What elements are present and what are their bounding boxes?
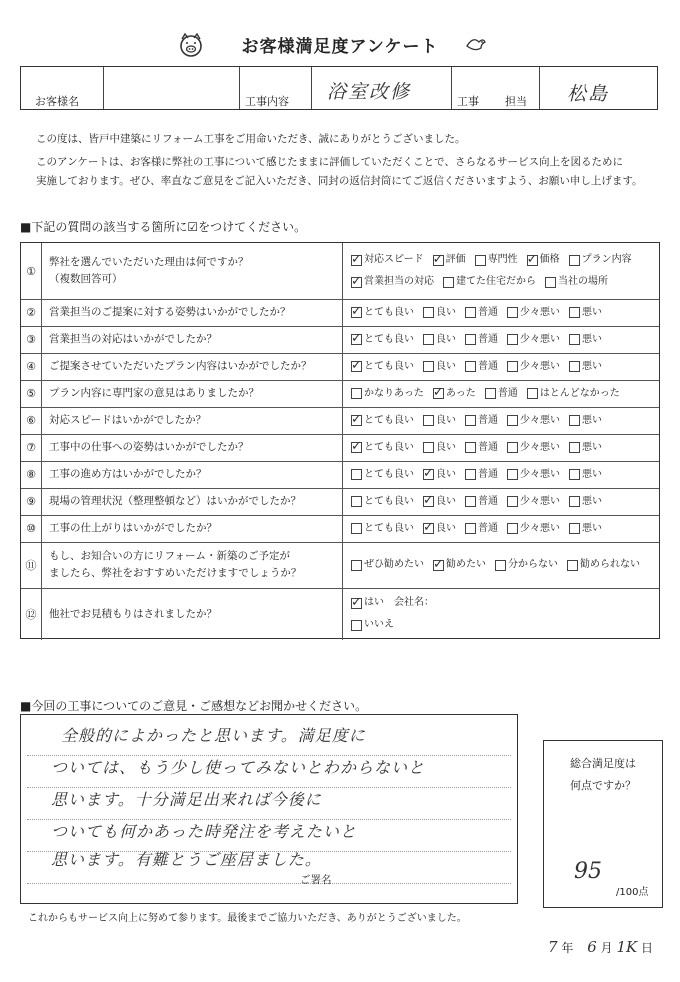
checked-checkbox[interactable] <box>433 388 444 399</box>
checkbox[interactable] <box>465 469 476 480</box>
answer-option[interactable] <box>351 491 414 513</box>
signature-label: ご署名 <box>300 874 332 886</box>
comment-line: ついては、もう少し使ってみないとわからないと <box>51 758 426 777</box>
answer-option[interactable] <box>569 302 602 324</box>
answer-option[interactable] <box>569 464 602 486</box>
checked-checkbox[interactable] <box>527 255 538 266</box>
checkbox[interactable] <box>569 255 580 266</box>
checkbox[interactable] <box>545 277 556 288</box>
option-label: とても良い <box>364 468 414 480</box>
option-label: 少々悪い <box>520 360 560 372</box>
checkbox[interactable] <box>465 415 476 426</box>
question-row <box>21 461 659 489</box>
option-label: 悪い <box>582 441 602 453</box>
option-label: 少々悪い <box>520 495 560 507</box>
question-row <box>21 353 659 381</box>
checked-checkbox[interactable] <box>351 415 362 426</box>
checkbox[interactable] <box>507 496 518 507</box>
checked-checkbox[interactable] <box>423 523 434 534</box>
answer-option[interactable] <box>507 491 560 513</box>
answer-option[interactable] <box>507 410 560 432</box>
checkbox[interactable] <box>423 415 434 426</box>
option-label: 悪い <box>582 414 602 426</box>
answer-option[interactable] <box>569 518 602 540</box>
option-label: 普通 <box>497 387 518 399</box>
date-month-unit: 月 <box>600 941 613 955</box>
answer-options <box>343 488 659 515</box>
answer-option[interactable] <box>475 249 518 271</box>
option-label: 普通 <box>478 522 498 534</box>
checked-checkbox[interactable] <box>423 496 434 507</box>
comment-line: ついても何かあった時発注を考えたいと <box>51 822 357 841</box>
answer-option[interactable] <box>351 356 414 378</box>
answer-option[interactable] <box>569 410 602 432</box>
answer-options <box>343 326 659 353</box>
answer-option[interactable] <box>433 554 486 576</box>
question-line: 現場の管理状況（整理整頓など）はいかがでしたか？ <box>49 495 301 507</box>
checkbox[interactable] <box>351 388 362 399</box>
checkbox[interactable] <box>465 442 476 453</box>
checked-checkbox[interactable] <box>351 255 362 266</box>
option-label: 当社の場所 <box>558 276 608 287</box>
question-line: 工事の仕上がりはいかがでしたか？ <box>49 522 217 534</box>
answer-option[interactable] <box>507 356 560 378</box>
option-label: 悪い <box>582 495 602 507</box>
question-line: 営業担当のご提案に対する姿勢はいかがでしたか？ <box>49 306 291 318</box>
score-question-1: 総合満足度は <box>570 757 636 770</box>
question-text <box>41 461 343 488</box>
answer-options <box>343 542 659 588</box>
option-label: 普通 <box>478 468 498 480</box>
question-number: ⑦ <box>21 434 42 461</box>
question-row <box>21 380 659 408</box>
answer-options <box>343 299 659 326</box>
option-label: 良い <box>436 441 456 453</box>
checkbox[interactable] <box>423 334 434 345</box>
question-number: ⑪ <box>21 542 42 588</box>
answer-option[interactable] <box>423 329 456 351</box>
checked-checkbox[interactable] <box>351 307 362 318</box>
question-line: （複数回答可） <box>49 273 123 285</box>
checkbox[interactable] <box>507 469 518 480</box>
checkbox[interactable] <box>507 334 518 345</box>
option-label: 良い <box>436 414 456 426</box>
answer-option[interactable] <box>465 356 498 378</box>
checkbox[interactable] <box>351 496 362 507</box>
option-label: ぜひ勧めたい <box>364 559 424 570</box>
checkbox[interactable] <box>507 361 518 372</box>
answer-option[interactable] <box>351 410 414 432</box>
option-label: 専門性 <box>487 254 518 265</box>
answer-option[interactable] <box>465 464 498 486</box>
option-label: はい 会社名： <box>364 597 434 608</box>
answer-option[interactable] <box>465 437 498 459</box>
checked-checkbox[interactable] <box>351 334 362 345</box>
checkbox[interactable] <box>465 361 476 372</box>
question-table <box>20 242 660 639</box>
option-label: 良い <box>436 495 456 507</box>
question-line: 営業担当の対応はいかがでしたか？ <box>49 333 217 345</box>
answer-option[interactable] <box>351 518 414 540</box>
question-text <box>41 299 343 326</box>
answer-option[interactable] <box>569 329 602 351</box>
question-row <box>21 243 659 300</box>
question-row <box>21 434 659 462</box>
question-text <box>41 243 343 299</box>
answer-option[interactable] <box>569 356 602 378</box>
answer-option[interactable] <box>567 554 640 576</box>
person-value[interactable]: 松島 <box>567 83 610 105</box>
question-line: ご提案させていただいたプラン内容はいかがでしたか？ <box>49 360 312 372</box>
answer-option[interactable] <box>423 437 456 459</box>
option-label: 営業担当の対応 <box>364 276 434 287</box>
checked-checkbox[interactable] <box>351 598 362 609</box>
option-label: とても良い <box>364 306 414 318</box>
option-label: いいえ <box>364 619 394 630</box>
answer-option[interactable] <box>423 302 456 324</box>
question-line: もし、お知合いの方にリフォーム・新築のご予定が <box>49 550 290 562</box>
intro-line-2: このアンケートは、お客様に弊社の工事について感じたままに評価していただくことで、さらなるサービス向上を図るために <box>36 156 623 168</box>
question-number: ⑨ <box>21 488 42 515</box>
answer-option[interactable] <box>351 464 414 486</box>
answer-option[interactable] <box>507 302 560 324</box>
customer-name-label: お客様名 <box>35 95 79 108</box>
option-label: はとんどなかった <box>539 387 620 399</box>
option-label: 評価 <box>445 254 466 265</box>
answer-options <box>343 407 659 434</box>
option-label: とても良い <box>364 495 414 507</box>
option-label: 少々悪い <box>520 441 560 453</box>
date-year: 7 <box>548 938 558 956</box>
answer-option[interactable] <box>423 518 456 540</box>
answer-option[interactable] <box>351 437 414 459</box>
answer-option[interactable] <box>423 410 456 432</box>
question-number: ⑥ <box>21 407 42 434</box>
option-label: 少々悪い <box>520 333 560 345</box>
answer-option[interactable] <box>351 302 414 324</box>
question-line: ましたら、弊社をおすすめいただけますでしょうか？ <box>49 567 302 579</box>
question-line: プラン内容に専門家の意見はありましたか？ <box>49 387 259 399</box>
answer-option[interactable] <box>569 491 602 513</box>
question-row <box>21 588 659 640</box>
answer-option[interactable] <box>443 271 536 293</box>
option-label: 良い <box>436 522 456 534</box>
option-label: 良い <box>436 360 456 372</box>
checkbox[interactable] <box>507 307 518 318</box>
answer-option[interactable] <box>423 491 456 513</box>
answer-option[interactable] <box>507 518 560 540</box>
score-max-label: /100点 <box>616 887 649 898</box>
answer-option[interactable] <box>465 329 498 351</box>
date-month: 6 <box>587 938 597 956</box>
checkbox[interactable] <box>569 334 580 345</box>
option-label: 悪い <box>582 333 602 345</box>
checked-checkbox[interactable] <box>433 255 444 266</box>
answer-option[interactable] <box>351 329 414 351</box>
answer-option[interactable] <box>433 383 476 405</box>
customer-info-table <box>20 66 658 110</box>
question-line: 工事の進め方はいかがでしたか？ <box>49 468 207 480</box>
checkbox[interactable] <box>423 442 434 453</box>
intro-line-1: この度は、皆戸中建築にリフォーム工事をご用命いただき、誠にありがとうございました。 <box>36 133 466 145</box>
page-title: お客様満足度アンケート <box>241 37 439 57</box>
checked-checkbox[interactable] <box>351 361 362 372</box>
checkbox[interactable] <box>351 620 362 631</box>
score-question-2: 何点ですか？ <box>570 779 636 792</box>
answer-option[interactable] <box>423 356 456 378</box>
answer-option[interactable] <box>495 554 558 576</box>
question-number: ⑤ <box>21 380 42 407</box>
option-label: 良い <box>436 468 456 480</box>
work-label: 工事 <box>457 95 479 108</box>
answer-option[interactable] <box>351 383 424 405</box>
footer-text: これからもサービス向上に努めて参ります。最後までご協力いただき、ありがとうございました。 <box>28 913 467 924</box>
comment-line: 思います。十分満足出来れば今後に <box>51 790 322 809</box>
question-line: 弊社を選んでいただいた理由は何ですか？ <box>49 256 249 268</box>
option-label: 少々悪い <box>520 414 560 426</box>
checkbox[interactable] <box>569 442 580 453</box>
question-instruction: ■下記の質問の該当する箇所に☑をつけてください。 <box>20 220 307 234</box>
question-number: ④ <box>21 353 42 380</box>
option-label: 悪い <box>582 306 602 318</box>
question-row <box>21 542 659 589</box>
checked-checkbox[interactable] <box>433 560 444 571</box>
answer-option[interactable] <box>527 383 620 405</box>
answer-option[interactable] <box>351 592 434 614</box>
checkbox[interactable] <box>569 307 580 318</box>
question-row <box>21 326 659 354</box>
checkbox[interactable] <box>507 523 518 534</box>
answer-option[interactable] <box>465 491 498 513</box>
question-text <box>41 326 343 353</box>
checked-checkbox[interactable] <box>423 469 434 480</box>
option-label: 対応スピード <box>364 254 424 265</box>
work-content-value[interactable]: 浴室改修 <box>327 81 412 103</box>
option-label: 普通 <box>478 333 498 345</box>
answer-option[interactable] <box>527 249 560 271</box>
checkbox[interactable] <box>465 496 476 507</box>
checkbox[interactable] <box>569 523 580 534</box>
checkbox[interactable] <box>507 415 518 426</box>
option-label: 少々悪い <box>520 468 560 480</box>
answer-option[interactable] <box>351 271 434 293</box>
answer-option[interactable] <box>569 249 632 271</box>
option-label: 少々悪い <box>520 522 560 534</box>
checkbox[interactable] <box>465 334 476 345</box>
option-label: 悪い <box>582 468 602 480</box>
option-label: 普通 <box>478 414 498 426</box>
answer-options <box>343 353 659 380</box>
answer-option[interactable] <box>465 518 498 540</box>
comment-box[interactable] <box>20 714 518 904</box>
option-label: とても良い <box>364 414 414 426</box>
question-number: ① <box>21 243 42 299</box>
answer-option[interactable] <box>507 437 560 459</box>
option-label: 少々悪い <box>520 306 560 318</box>
question-number: ② <box>21 299 42 326</box>
option-label: とても良い <box>364 441 414 453</box>
checkbox[interactable] <box>475 255 486 266</box>
question-line: 対応スピードはいかがでしたか？ <box>49 414 207 426</box>
comment-instruction: ■今回の工事についてのご意見・ご感想などお聞かせください。 <box>20 699 368 713</box>
option-label: 悪い <box>582 522 602 534</box>
answer-option[interactable] <box>351 554 424 576</box>
option-label: 価格 <box>539 254 560 265</box>
answer-option[interactable] <box>485 383 518 405</box>
checkbox[interactable] <box>351 560 362 571</box>
question-line: 他社でお見積もりはされましたか？ <box>49 607 217 620</box>
bird-icon <box>465 34 487 54</box>
option-label: 勧めたい <box>446 559 486 570</box>
answer-options <box>343 380 659 407</box>
option-label: とても良い <box>364 522 414 534</box>
question-number: ⑫ <box>21 588 42 640</box>
checked-checkbox[interactable] <box>351 277 362 288</box>
option-label: とても良い <box>364 333 414 345</box>
answer-option[interactable] <box>507 464 560 486</box>
checkbox[interactable] <box>465 523 476 534</box>
score-value[interactable]: 95 <box>574 859 602 884</box>
question-number: ⑧ <box>21 461 42 488</box>
answer-options <box>343 434 659 461</box>
work-content-label: 工事内容 <box>245 95 289 108</box>
question-row <box>21 515 659 543</box>
question-text <box>41 542 343 588</box>
checkbox[interactable] <box>351 523 362 534</box>
checked-checkbox[interactable] <box>351 442 362 453</box>
checkbox[interactable] <box>569 496 580 507</box>
option-label: かなりあった <box>364 387 424 399</box>
checkbox[interactable] <box>507 442 518 453</box>
question-text <box>41 488 343 515</box>
checkbox[interactable] <box>485 388 496 399</box>
answer-option[interactable] <box>351 614 394 636</box>
overall-score-box <box>543 740 663 908</box>
checkbox[interactable] <box>465 307 476 318</box>
checkbox[interactable] <box>567 560 578 571</box>
answer-options <box>343 515 659 542</box>
person-label: 担当 <box>505 95 527 108</box>
option-label: あった <box>445 387 476 399</box>
answer-options <box>343 588 659 640</box>
option-label: 勧められない <box>580 559 640 570</box>
answer-option[interactable] <box>569 437 602 459</box>
checkbox[interactable] <box>527 388 538 399</box>
option-label: 良い <box>436 333 456 345</box>
question-row <box>21 407 659 435</box>
question-text <box>41 434 343 461</box>
checkbox[interactable] <box>569 469 580 480</box>
answer-option[interactable] <box>351 249 424 271</box>
option-label: 普通 <box>478 495 498 507</box>
date-day-unit: 日 <box>641 941 654 955</box>
option-label: 建てた住宅だから <box>456 276 536 287</box>
answer-option[interactable] <box>545 271 608 293</box>
option-label: 普通 <box>478 306 498 318</box>
question-text <box>41 407 343 434</box>
question-text <box>41 515 343 542</box>
answer-option[interactable] <box>423 464 456 486</box>
comment-line: 全般的によかったと思います。満足度に <box>61 726 366 745</box>
question-row <box>21 488 659 516</box>
checkbox[interactable] <box>569 361 580 372</box>
option-label: プラン内容 <box>581 254 632 265</box>
question-row <box>21 299 659 327</box>
option-label: 分からない <box>508 559 558 570</box>
question-number: ③ <box>21 326 42 353</box>
date-day: 1K <box>616 938 638 956</box>
checkbox[interactable] <box>351 469 362 480</box>
answer-option[interactable] <box>433 249 466 271</box>
date-field[interactable] <box>548 938 653 956</box>
option-label: とても良い <box>364 360 414 372</box>
answer-options <box>343 461 659 488</box>
option-label: 普通 <box>478 360 498 372</box>
question-text <box>41 353 343 380</box>
comment-line: 思います。有難とうご座居ました。 <box>51 850 322 869</box>
question-text <box>41 588 343 640</box>
option-label: 悪い <box>582 360 602 372</box>
option-label: 良い <box>436 306 456 318</box>
answer-options <box>343 243 659 299</box>
answer-option[interactable] <box>465 302 498 324</box>
question-line: 工事中の仕事への姿勢はいかがでしたか？ <box>49 441 249 453</box>
option-label: 普通 <box>478 441 498 453</box>
date-year-unit: 年 <box>561 941 574 955</box>
checkbox[interactable] <box>495 560 506 571</box>
checkbox[interactable] <box>423 361 434 372</box>
intro-line-3: 実施しております。ぜひ、率直なご意見をご記入いただき、同封の返信封筒にてご返信くださいますよう、お願い申し上げます。 <box>36 175 643 187</box>
answer-option[interactable] <box>465 410 498 432</box>
answer-option[interactable] <box>507 329 560 351</box>
checkbox[interactable] <box>443 277 454 288</box>
checkbox[interactable] <box>569 415 580 426</box>
question-text <box>41 380 343 407</box>
checkbox[interactable] <box>423 307 434 318</box>
question-number: ⑩ <box>21 515 42 542</box>
